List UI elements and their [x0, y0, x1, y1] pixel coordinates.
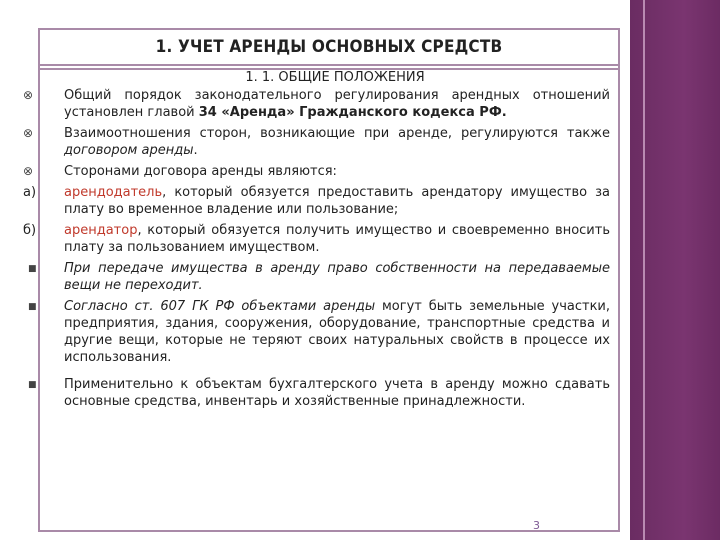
list-item: ⊗ Общий порядок законодательного регулирования арендных отношений установлен главой 34 «Аренда» Гражданского кодекса РФ. [23, 88, 610, 120]
square-bullet-icon: ■ [28, 302, 37, 312]
circled-x-icon: ⊗ [23, 126, 34, 140]
slide-title: 1. УЧЕТ АРЕНДЫ ОСНОВНЫХ СРЕДСТВ [155, 37, 503, 57]
list-item: ■ При передаче имущества в аренду право собственности на передаваемые вещи не переходит. [28, 261, 610, 293]
list-item: ■ Согласно ст. 607 ГК РФ объектами аренды могут быть земельные участки, предприятия, здания, сооружения, оборудование, транспортные средства и другие вещи, которые не теряют своих натуральных свойств в процессе их использования. [28, 299, 611, 365]
list-item: ■ Применительно к объектам бухгалтерского учета в аренду можно сдавать основные средства, инвентарь и хозяйственные принадлежности. [28, 377, 610, 409]
sidebar-divider [643, 0, 645, 540]
square-bullet-icon: ■ [28, 380, 37, 390]
list-item-a: а) арендодатель, который обязуется предоставить арендатору имущество за плату во временное владение или пользование; [23, 185, 610, 217]
circled-x-icon: ⊗ [23, 164, 34, 178]
square-bullet-icon: ■ [28, 264, 37, 274]
page-number: 3 [533, 519, 540, 532]
section-subtitle: 1. 1. ОБЩИЕ ПОЛОЖЕНИЯ [245, 70, 425, 85]
circled-x-icon: ⊗ [23, 88, 34, 102]
list-item: ⊗ Сторонами договора аренды являются: [23, 164, 337, 179]
list-item: ⊗ Взаимоотношения сторон, возникающие при аренде, регулируются также договором аренды. [23, 126, 610, 158]
slide-content [20, 69, 610, 414]
list-item-b: б) арендатор, который обязуется получить имущество и своевременно вносить плату за пользованием имуществом. [23, 223, 610, 255]
